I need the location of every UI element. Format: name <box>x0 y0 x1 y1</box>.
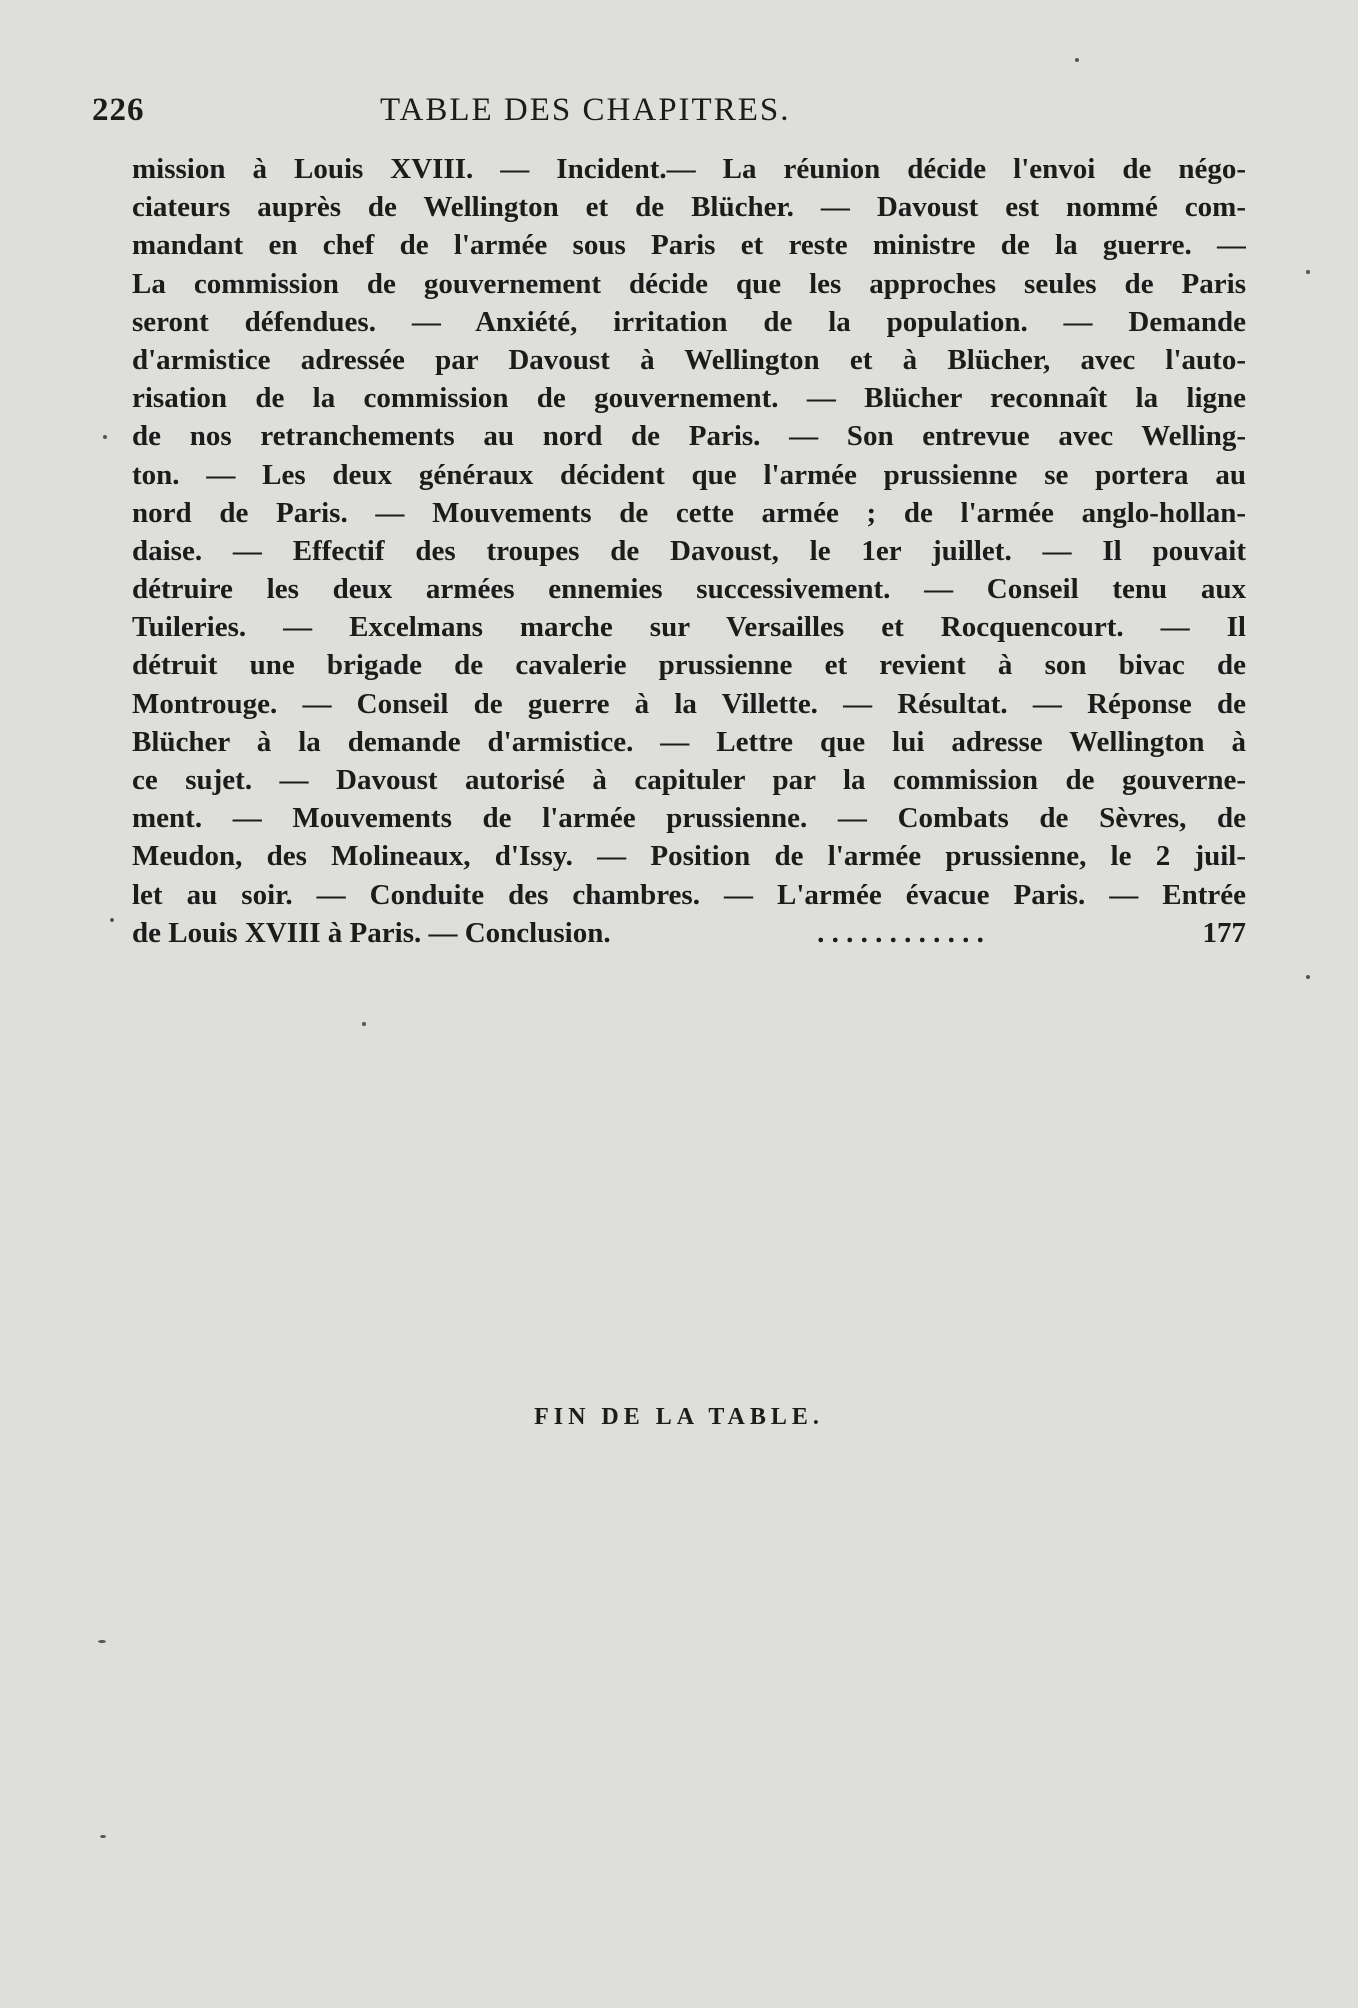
text-line: La commission de gouvernement décide que les approches seules de Paris <box>132 267 1246 300</box>
end-of-table-note: FIN DE LA TABLE. <box>534 1404 824 1430</box>
text-line: mandant en chef de l'armée sous Paris et reste ministre de la guerre. — <box>132 229 1246 262</box>
text-line: ton. — Les deux généraux décident que l'armée prussienne se portera au <box>132 458 1246 491</box>
running-title: TABLE DES CHAPITRES. <box>380 92 791 128</box>
text-line: mission à Louis XVIII. — Incident.— La réunion décide l'envoi de négo- <box>132 153 1246 185</box>
text-line: de nos retranchements au nord de Paris. — Son entrevue avec Welling- <box>132 420 1246 453</box>
text-line: seront défendues. — Anxiété, irritation de la population. — Demande <box>132 305 1246 338</box>
text-line: d'armistice adressée par Davoust à Wellington et à Blücher, avec l'auto- <box>132 343 1246 376</box>
page-number: 226 <box>92 92 145 128</box>
paper-speck <box>110 918 114 922</box>
dot-leader: . . . . . . . . . . . . <box>817 916 984 949</box>
paper-speck <box>1306 975 1310 979</box>
text-line: Blücher à la demande d'armistice. — Lettre que lui adresse Wellington à <box>132 725 1246 758</box>
paper-speck <box>98 1640 106 1643</box>
text-line: let au soir. — Conduite des chambres. — L'armée évacue Paris. — Entrée <box>132 878 1246 911</box>
text-line: Montrouge. — Conseil de guerre à la Villette. — Résultat. — Réponse de <box>132 687 1246 720</box>
chapter-summary-text <box>132 150 1246 952</box>
text-line: risation de la commission de gouvernement. — Blücher reconnaît la ligne <box>132 382 1246 415</box>
paper-speck <box>103 435 107 439</box>
toc-entry-text: de Louis XVIII à Paris. — Conclusion. <box>132 916 611 949</box>
paper-speck <box>362 1022 366 1026</box>
paper-speck <box>100 1835 106 1838</box>
paper-speck <box>1306 270 1310 274</box>
text-line: nord de Paris. — Mouvements de cette armée ; de l'armée anglo-hollan- <box>132 496 1246 529</box>
text-line: ment. — Mouvements de l'armée prussienne. — Combats de Sèvres, de <box>132 802 1246 835</box>
text-line: daise. — Effectif des troupes de Davoust, le 1er juillet. — Il pouvait <box>132 534 1246 567</box>
paper-speck <box>1075 58 1079 62</box>
text-line: ciateurs auprès de Wellington et de Blücher. — Davoust est nommé com- <box>132 191 1246 224</box>
text-line: détruire les deux armées ennemies successivement. — Conseil tenu aux <box>132 573 1246 606</box>
toc-entry-final-line <box>132 914 1246 952</box>
text-line: Tuileries. — Excelmans marche sur Versailles et Rocquencourt. — Il <box>132 611 1246 644</box>
text-line: détruit une brigade de cavalerie prussienne et revient à son bivac de <box>132 649 1246 682</box>
text-line: Meudon, des Molineaux, d'Issy. — Position de l'armée prussienne, le 2 juil- <box>132 840 1246 873</box>
toc-page-number: 177 <box>1202 916 1246 949</box>
text-line: ce sujet. — Davoust autorisé à capituler par la commission de gouverne- <box>132 764 1246 796</box>
